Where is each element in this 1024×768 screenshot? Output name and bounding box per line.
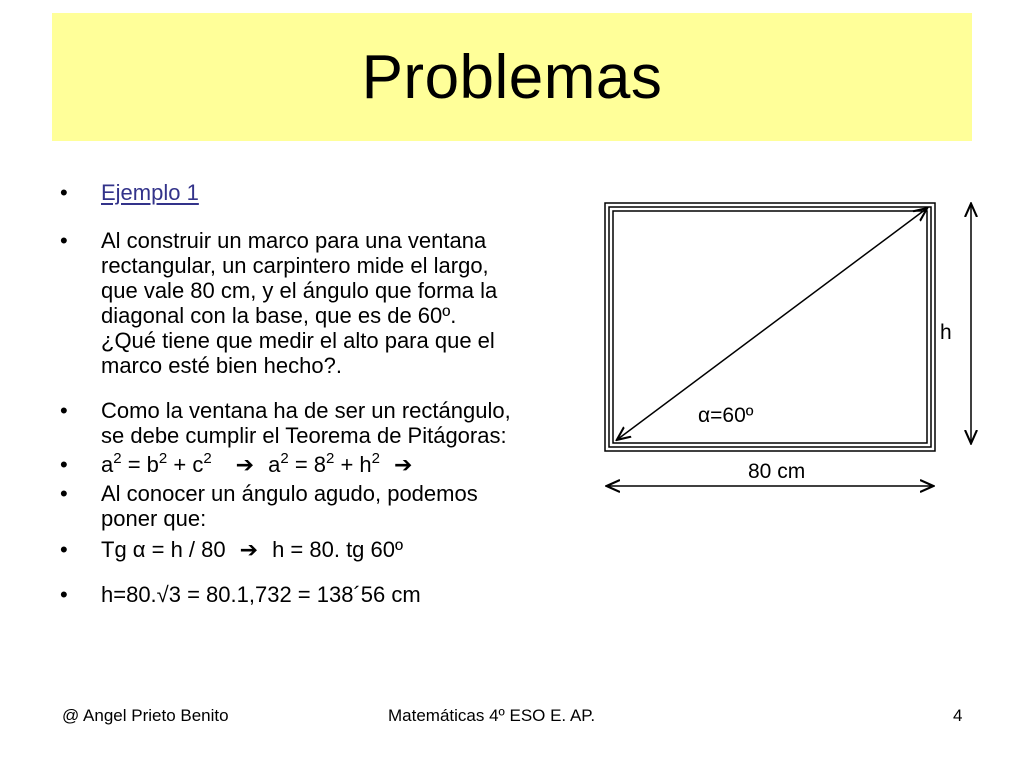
problem-line: marco esté bien hecho?. (101, 353, 342, 378)
problem-line: rectangular, un carpintero mide el largo, (101, 253, 489, 278)
slide-title: Problemas (361, 42, 663, 112)
frame-outer (605, 203, 935, 451)
problem-line: ¿Qué tiene que medir el alto para que el (101, 328, 495, 353)
bullet-dot: • (60, 180, 68, 205)
exponent: 2 (203, 449, 212, 467)
bullet-tg (60, 537, 600, 562)
arrow-icon: ➔ (394, 452, 413, 477)
bullet-dot: • (60, 398, 68, 423)
base-label: 80 cm (748, 460, 806, 483)
diagonal-arrow (618, 209, 926, 439)
formula-plus: + c (167, 452, 204, 477)
agudo-line: poner que: (101, 506, 207, 531)
problem-line: que vale 80 cm, y el ángulo que forma la (101, 278, 498, 303)
result-text: h=80.√3 = 80.1,732 = 138´56 cm (101, 582, 421, 607)
bullet-dot: • (60, 481, 68, 506)
bullet-result (60, 582, 600, 607)
problem-line: diagonal con la base, que es de 60º. (101, 303, 457, 328)
title-band (52, 13, 972, 141)
exponent: 2 (113, 449, 122, 467)
tg-left: Tg α = h / 80 (101, 537, 226, 562)
formula-plus2: + h (334, 452, 372, 477)
bullet-dot: • (60, 452, 68, 477)
bullet-dot: • (60, 228, 68, 253)
tg-right: h = 80. tg 60º (272, 537, 404, 562)
bullet-ejemplo (60, 180, 600, 205)
arrow-icon: ➔ (235, 452, 255, 477)
bullet-pitagoras (60, 398, 600, 448)
angle-label: α=60º (698, 404, 754, 427)
bullet-problem (60, 228, 600, 378)
window-frame-diagram (600, 195, 990, 495)
exponent: 2 (158, 449, 168, 467)
bullet-dot: • (60, 537, 68, 562)
ejemplo-link[interactable]: Ejemplo 1 (101, 180, 199, 205)
exponent: 2 (371, 449, 381, 467)
formula-eq: = b (121, 452, 159, 477)
problem-line: Al construir un marco para una ventana (101, 228, 487, 253)
footer-course: Matemáticas 4º ESO E. AP. (388, 706, 596, 725)
formula-a: a (101, 452, 114, 477)
footer-author: @ Angel Prieto Benito (62, 706, 229, 725)
bullet-list (60, 180, 600, 607)
exponent: 2 (326, 449, 335, 467)
pitagoras-line: se debe cumplir el Teorema de Pitágoras: (101, 423, 507, 448)
arrow-icon: ➔ (239, 537, 259, 562)
formula-a2: a (268, 452, 281, 477)
formula-eq2: = 8 (288, 452, 327, 477)
exponent: 2 (280, 449, 289, 467)
agudo-line: Al conocer un ángulo agudo, podemos (101, 481, 478, 506)
page-number: 4 (953, 706, 963, 725)
bullet-agudo (60, 481, 600, 531)
pitagoras-line: Como la ventana ha de ser un rectángulo, (101, 398, 511, 423)
height-label: h (940, 321, 952, 344)
bullet-formula (60, 449, 600, 477)
frame-middle (609, 207, 931, 447)
footer (0, 706, 1024, 734)
bullet-dot: • (60, 582, 68, 607)
